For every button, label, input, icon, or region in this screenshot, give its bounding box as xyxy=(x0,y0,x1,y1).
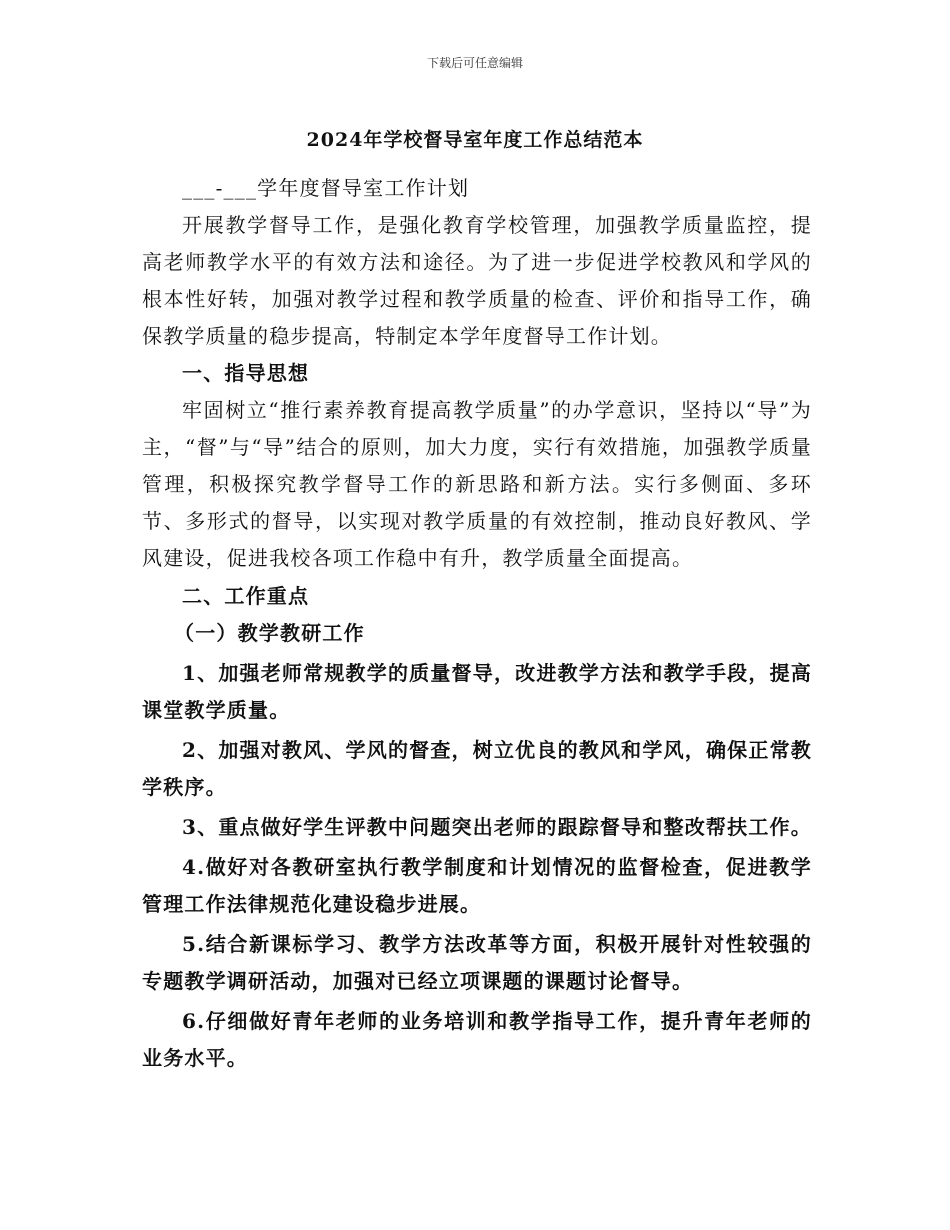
guiding-thought-paragraph: 牢固树立“推行素养教育提高教学质量”的办学意识，坚持以“导”为主，“督”与“导”结合的原则，加大力度，实行有效措施，加强教学质量管理，积极探究教学督导工作的新思路和新方法。实行多侧面、多环节、多形式的督导，以实现对教学质量的有效控制，推动良好教风、学风建设，促进我校各项工作稳中有升，教学质量全面提高。 xyxy=(142,398,812,570)
list-item-5: 5.结合新课标学习、教学方法改革等方面，积极开展针对性较强的专题教学调研活动，加强对已经立项课题的课题讨论督导。 xyxy=(142,932,812,993)
intro-paragraph: 开展教学督导工作，是强化教育学校管理，加强教学质量监控，提高老师教学水平的有效方法和途径。为了进一步促进学校教风和学风的根本性好转，加强对教学过程和教学质量的检查、评价和指导工作，确保教学质量的稳步提高，特制定本学年度督导工作计划。 xyxy=(142,213,812,348)
list-item-1: 1、加强老师常规教学的质量督导，改进教学方法和教学手段，提高课堂教学质量。 xyxy=(142,661,812,722)
section-heading-guiding-thought: 一、指导思想 xyxy=(182,361,310,385)
list-item-2: 2、加强对教风、学风的督查，树立优良的教风和学风，确保正常教学秩序。 xyxy=(142,738,812,799)
list-item-6: 6.仔细做好青年老师的业务培训和教学指导工作，提升青年老师的业务水平。 xyxy=(142,1009,812,1070)
subsection-heading-teaching-research: （一）教学教研工作 xyxy=(174,621,365,645)
document-title: 2024年学校督导室年度工作总结范本 xyxy=(306,129,644,151)
list-item-3: 3、重点做好学生评教中问题突出老师的跟踪督导和整改帮扶工作。 xyxy=(182,815,812,839)
plan-subtitle: ___-___学年度督导室工作计划 xyxy=(182,176,470,200)
section-heading-work-focus: 二、工作重点 xyxy=(182,584,310,608)
document-body xyxy=(142,170,812,1077)
header-note: 下载后可任意编辑 xyxy=(426,56,523,70)
list-item-4: 4.做好对各教研室执行教学制度和计划情况的监督检查，促进教学管理工作法律规范化建设稳步进展。 xyxy=(142,855,812,916)
